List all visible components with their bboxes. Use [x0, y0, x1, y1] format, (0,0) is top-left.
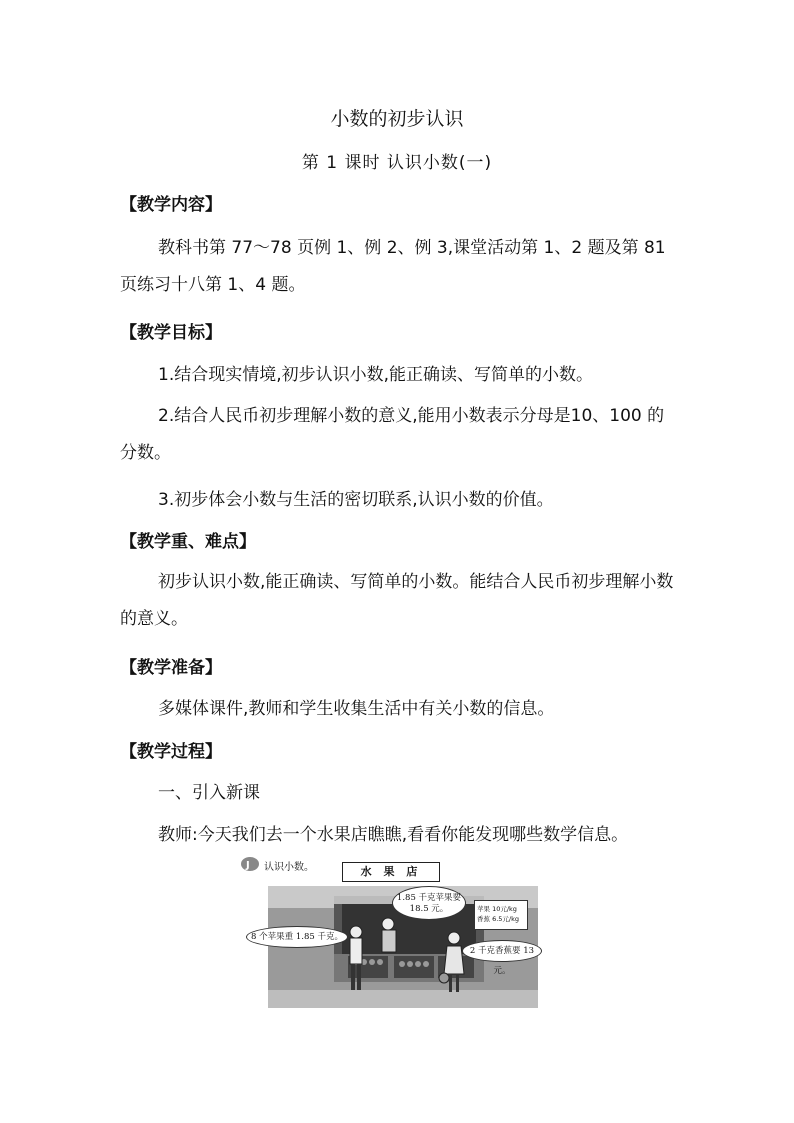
svg-text:J: J — [246, 860, 250, 871]
goal-item-1: 1.结合现实情境,初步认识小数,能正确读、写简单的小数。 — [158, 365, 594, 385]
speech-bubble-shopkeeper: 1.85 千克苹果要 18.5 元。 — [392, 886, 466, 920]
preparation-paragraph: 多媒体课件,教师和学生收集生活中有关小数的信息。 — [158, 699, 555, 719]
process-paragraph: 教师:今天我们去一个水果店瞧瞧,看看你能发现哪些数学信息。 — [158, 825, 629, 845]
shop-sign: 水 果 店 — [342, 862, 440, 882]
section-heading-key-points: 【教学重、难点】 — [120, 532, 256, 552]
speech-bubble-right-customer: 2 千克香蕉要 13 元。 — [462, 940, 542, 962]
page-title: 小数的初步认识 — [330, 108, 464, 130]
content-paragraph: 教科书第 77～78 页例 1、例 2、例 3,课堂活动第 1、2 题及第 81 页练习十八第 1、4 题。 — [120, 238, 666, 295]
key-points-paragraph: 初步认识小数,能正确读、写简单的小数。能结合人民币初步理解小数的意义。 — [120, 572, 674, 629]
price-board-line-apple: 苹果 10元/kg — [477, 905, 517, 913]
shopkeeper-figure — [382, 918, 396, 952]
goal-item-3: 3.初步体会小数与生活的密切联系,认识小数的价值。 — [158, 490, 554, 510]
section-heading-goals: 【教学目标】 — [120, 323, 222, 343]
figure-caption: 认识小数。 — [264, 862, 314, 873]
lesson-badge-icon — [241, 857, 259, 871]
speech-bubble-left-customer: 8 个苹果重 1.85 千克。 — [246, 926, 348, 948]
section-heading-process: 【教学过程】 — [120, 742, 222, 762]
section-heading-preparation: 【教学准备】 — [120, 658, 222, 678]
lesson-subtitle: 第 1 课时 认识小数(一) — [301, 153, 493, 173]
fruit-shop-illustration — [238, 852, 540, 1012]
goal-item-2: 2.结合人民币初步理解小数的意义,能用小数表示分母是10、100 的分数。 — [120, 406, 665, 463]
process-step-1: 一、引入新课 — [158, 783, 260, 803]
section-heading-content: 【教学内容】 — [120, 195, 222, 215]
price-board — [474, 900, 528, 930]
price-board-line-banana: 香蕉 6.5元/kg — [477, 915, 519, 923]
